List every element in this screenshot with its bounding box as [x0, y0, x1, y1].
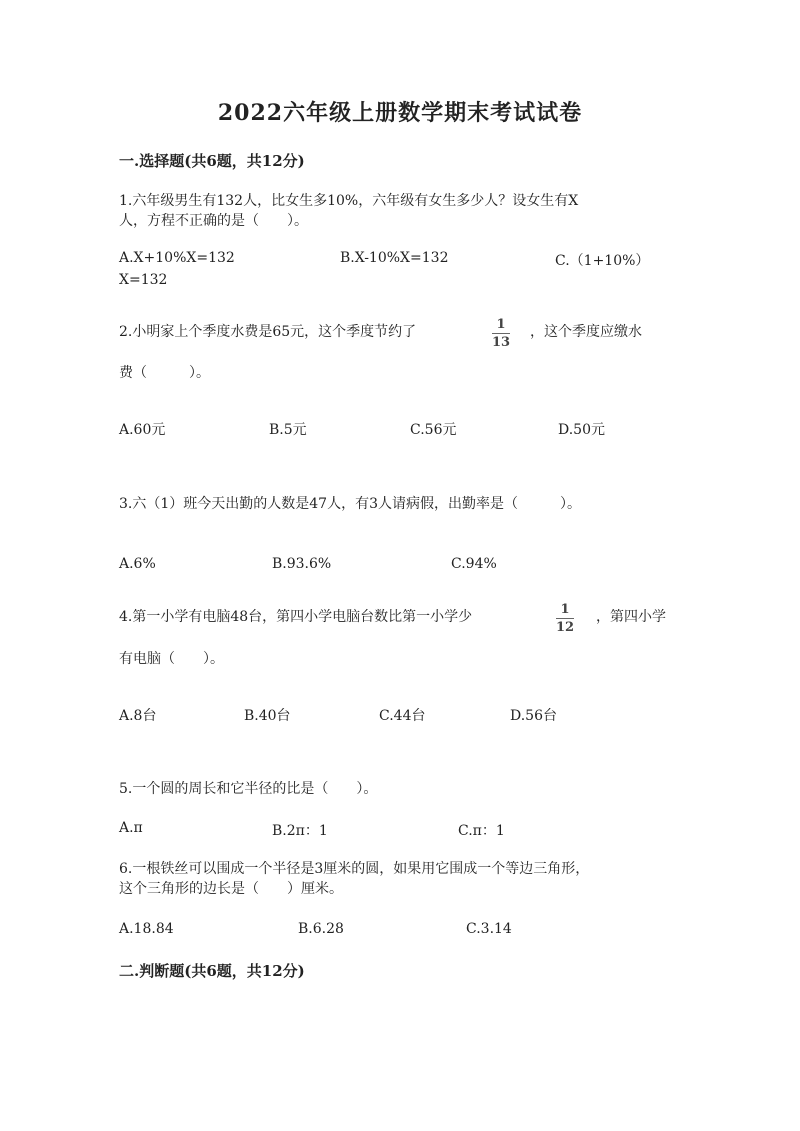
question-2-line-1-end: ，这个季度应缴水 [530, 324, 642, 340]
question-4-option-a: A.8台 [119, 708, 157, 724]
question-2-option-c: C.56元 [410, 422, 457, 438]
question-2-option-a: A.60元 [119, 422, 166, 438]
fraction-numerator: 1 [560, 602, 570, 617]
question-6-line-2: 这个三角形的边长是（ ）厘米。 [119, 881, 343, 897]
question-5-option-c: C.π：1 [458, 823, 505, 839]
question-3-option-c: C.94% [451, 556, 497, 572]
question-4-fraction [556, 602, 574, 635]
question-5-option-a: A.π [119, 820, 143, 836]
question-4-option-d: D.56台 [510, 708, 557, 724]
question-6-option-c: C.3.14 [466, 921, 512, 937]
question-3-option-b: B.93.6% [272, 556, 332, 572]
question-6-option-b: B.6.28 [298, 921, 344, 937]
question-6-line-1: 6.一根铁丝可以围成一个半径是3厘米的圆，如果用它围成一个等边三角形， [119, 861, 590, 877]
fraction-denominator: 12 [556, 620, 575, 635]
question-2-line-1-start: 2.小明家上个季度水费是65元，这个季度节约了 [119, 324, 417, 340]
question-5-text: 5.一个圆的周长和它半径的比是（ ）。 [119, 781, 378, 797]
question-4-line-2: 有电脑（ ）。 [119, 651, 224, 667]
page-title: 2022六年级上册数学期末考试试卷 [217, 100, 583, 126]
question-2-fraction [492, 317, 510, 350]
question-4-option-c: C.44台 [379, 708, 426, 724]
question-1-option-b: B.X-10%X=132 [340, 250, 449, 266]
question-1-option-a: A.X+10%X=132 [119, 250, 235, 266]
question-2-option-d: D.50元 [558, 422, 605, 438]
question-1-line-2: 人，方程不正确的是（ ）。 [119, 213, 308, 229]
fraction-denominator: 13 [492, 335, 511, 350]
question-4-line-1-end: ，第四小学 [596, 609, 666, 625]
question-4-line-1-start: 4.第一小学有电脑48台，第四小学电脑台数比第一小学少 [119, 609, 473, 625]
question-5-option-b: B.2π：1 [272, 823, 328, 839]
question-3-option-a: A.6% [119, 556, 156, 572]
question-4-option-b: B.40台 [244, 708, 291, 724]
fraction-bar [492, 333, 510, 334]
question-2-option-b: B.5元 [269, 422, 307, 438]
section-heading-judgment: 二.判断题(共6题，共12分) [119, 962, 305, 980]
question-1-line-1: 1.六年级男生有132人，比女生多10%，六年级有女生多少人？设女生有X [119, 193, 579, 209]
fraction-numerator: 1 [496, 317, 506, 332]
question-6-option-a: A.18.84 [119, 921, 174, 937]
section-heading-choice: 一.选择题(共6题，共12分) [119, 152, 305, 170]
question-2-line-2: 费（ ）。 [119, 365, 210, 381]
question-1-option-c: C.（1+10%） [555, 253, 650, 269]
fraction-bar [556, 618, 574, 619]
question-1-option-c-continued: X=132 [119, 272, 168, 288]
question-3-text: 3.六（1）班今天出勤的人数是47人，有3人请病假，出勤率是（ ）。 [119, 496, 581, 512]
